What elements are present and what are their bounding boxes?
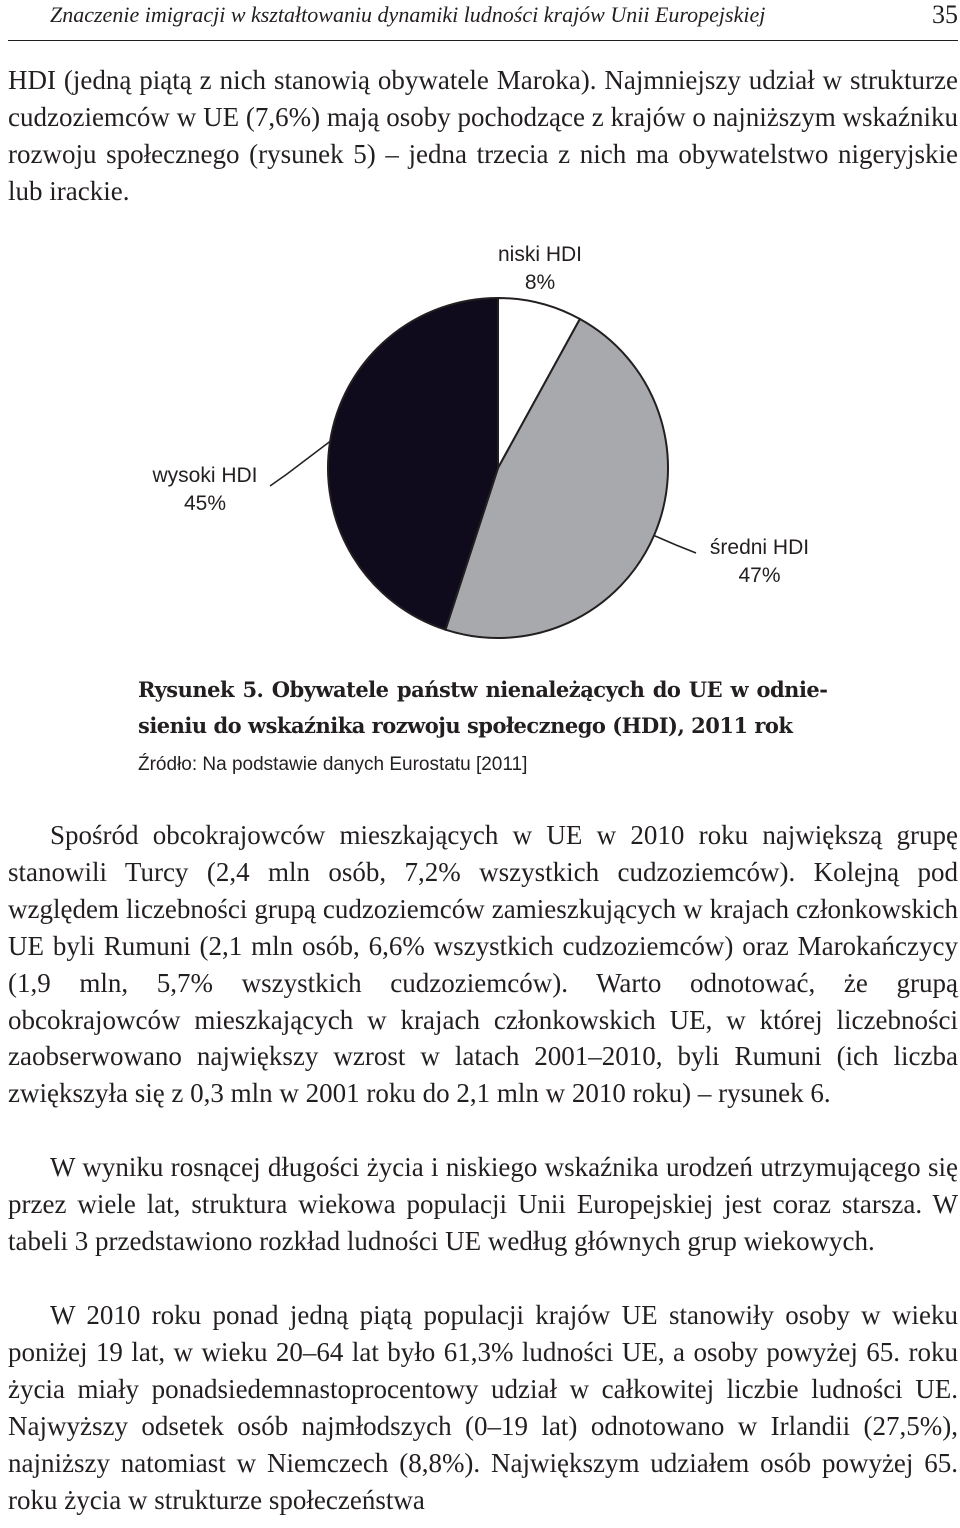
slice-label-sredni-value: 47% — [738, 564, 781, 587]
page-number: 35 — [932, 0, 958, 29]
paragraph-1: Spośród obcokrajowców mieszkających w UE w 2010 roku największą grupę stanowili Turcy (2,4 mln osób, 7,2% wszystkich cudzoziemców). Kolejną pod względem liczebności grupą cudzoziemców zamieszkujących w krajach członkowskich UE byli Rumuni (2,1 mln osób, 6,6% wszystkich cudzoziemców) oraz Marokańczycy (1,9 mln, 5,7% wszystkich cudzoziemców). Warto odnotować, że grupą obcokrajowców mieszkających w krajach członkowskich UE, w której liczebności zaobserwowano największy wzrost w latach 2001–2010, byli Rumuni (ich liczba zwiększyła się z 0,3 mln w 2001 roku do 2,1 mln w 2010 roku) – rysunek 6. — [8, 820, 958, 1109]
slice-label-sredni-name: średni HDI — [709, 536, 810, 559]
slice-label-niski-value: 8% — [524, 271, 556, 294]
paragraph-2: W wyniku rosnącej długości życia i niskiego wskaźnika urodzeń utrzymującego się przez wiele lat, struktura wiekowa populacji Unii Europejskiej jest coraz starsza. W tabeli 3 przedstawiono rozkład ludności UE według głównych grup wiekowych. — [8, 1152, 958, 1256]
figure-caption: Rysunek 5. Obywatele państw nienależących do UE w odniesieniu do wskaźnika rozwoju społecznego (HDI), 2011 rok — [138, 677, 828, 738]
slice-label-wysoki-value: 45% — [183, 492, 227, 515]
slice-label-sredni — [687, 534, 832, 590]
slice-label-niski — [470, 241, 610, 297]
slice-label-wysoki-name: wysoki HDI — [152, 464, 258, 487]
slice-label-wysoki — [135, 462, 275, 518]
slice-label-niski-name: niski HDI — [497, 243, 582, 266]
paragraph-top: HDI (jedną piątą z nich stanowią obywatele Maroka). Najmniejszy udział w strukturze cudzoziemców w UE (7,6%) mają osoby pochodzące z krajów o najniższym wskaźniku rozwoju społecznego (rysunek 5) – jedna trzecia z nich ma obywatelstwo nigeryjskie lub irackie. — [8, 65, 958, 206]
leader-line-wysoki — [270, 441, 330, 486]
running-header-title: Znaczenie imigracji w kształtowaniu dynamiki ludności krajów Unii Europejskiej — [50, 2, 766, 27]
figure-source: Źródło: Na podstawie danych Eurostatu [2011] — [138, 754, 528, 775]
paragraph-3: W 2010 roku ponad jedną piątą populacji krajów UE stanowiły osoby w wieku poniżej 19 lat, w wieku 20–64 lat było 61,3% ludności UE, a osoby powyżej 65. roku życia miały ponadsiedemnastoprocentowy udział w całkowitej liczbie ludności UE. Najwyższy odsetek osób najmłodszych (0–19 lat) odnotowano w Irlandii (27,5%), najniższy natomiast w Niemczech (8,8%). Największym udziałem osób powyżej 65. roku życia w strukturze społeczeństwa — [8, 1300, 958, 1515]
